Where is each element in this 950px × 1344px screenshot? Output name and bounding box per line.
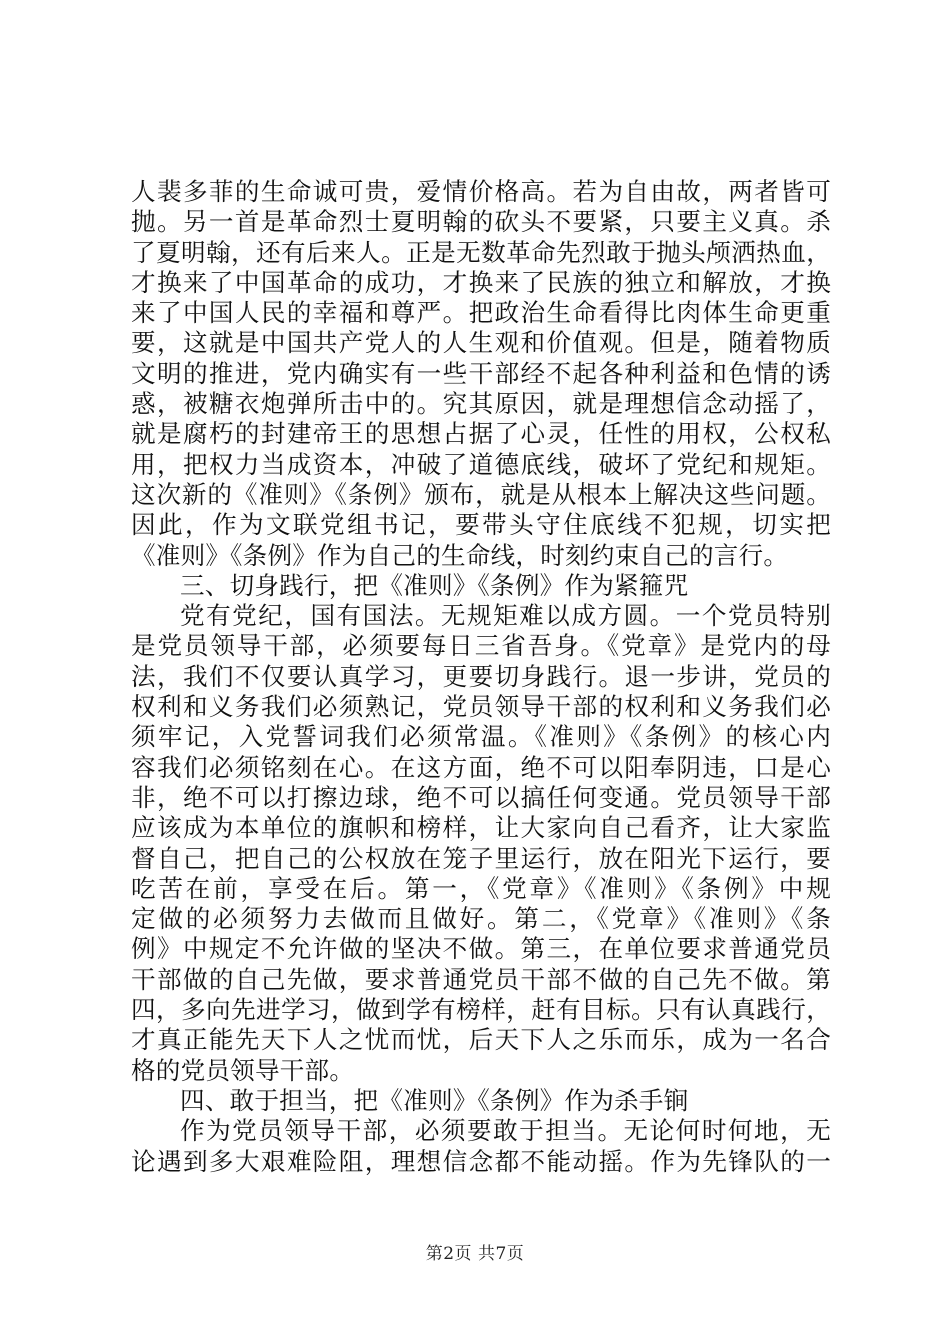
text-line: 因此，作为文联党组书记，要带头守住底线不犯规，切实把 (131, 510, 831, 540)
text-line: 这次新的《准则》《条例》颁布，就是从根本上解决这些问题。 (131, 479, 831, 509)
text-line: 来了中国人民的幸福和尊严。把政治生命看得比肉体生命更重 (131, 298, 831, 328)
text-line: 《准则》《条例》作为自己的生命线，时刻约束自己的言行。 (131, 540, 789, 570)
text-line: 权利和义务我们必须熟记，党员领导干部的权利和义务我们必 (131, 692, 831, 722)
page-number-footer: 第2页 共7页 (425, 1244, 525, 1264)
text-line: 了夏明翰，还有后来人。正是无数革命先烈敢于抛头颅洒热血， (131, 237, 831, 267)
text-line: 须牢记，入党誓词我们必须常温。《准则》《条例》的核心内 (131, 722, 831, 752)
text-line: 非，绝不可以打擦边球，绝不可以搞任何变通。党员领导干部 (131, 782, 831, 812)
text-line: 党有党纪，国有国法。无规矩难以成方圆。一个党员特别 (180, 601, 831, 631)
text-line: 人裴多菲的生命诚可贵，爱情价格高。若为自由故，两者皆可 (131, 177, 831, 206)
text-line: 作为党员领导干部，必须要敢于担当。无论何时何地，无 (180, 1116, 831, 1146)
text-line: 例》中规定不允许做的坚决不做。第三，在单位要求普通党员 (131, 934, 831, 964)
text-line: 就是腐朽的封建帝王的思想占据了心灵，任性的用权，公权私 (131, 419, 831, 449)
text-line: 要，这就是中国共产党人的人生观和价值观。但是，随着物质 (131, 328, 831, 358)
section-heading: 三、切身践行，把《准则》《条例》作为紧箍咒 (180, 570, 689, 600)
text-line: 定做的必须努力去做而且做好。第二，《党章》《准则》《条 (131, 904, 831, 934)
text-line: 抛。另一首是革命烈士夏明翰的砍头不要紧，只要主义真。杀 (131, 207, 831, 237)
text-line: 吃苦在前，享受在后。第一，《党章》《准则》《条例》中规 (131, 873, 831, 903)
body-text (131, 177, 831, 1177)
text-line: 容我们必须铭刻在心。在这方面，绝不可以阳奉阴违，口是心 (131, 752, 831, 782)
text-line: 格的党员领导干部。 (131, 1055, 355, 1085)
text-line: 干部做的自己先做，要求普通党员干部不做的自己先不做。第 (131, 964, 831, 994)
text-line: 惑，被糖衣炮弹所击中的。究其原因，就是理想信念动摇了， (131, 389, 831, 419)
text-line: 法，我们不仅要认真学习，更要切身践行。退一步讲，党员的 (131, 661, 831, 691)
text-line: 才真正能先天下人之忧而忧，后天下人之乐而乐，成为一名合 (131, 1025, 831, 1055)
text-line: 论遇到多大艰难险阻，理想信念都不能动摇。作为先锋队的一 (131, 1146, 831, 1176)
text-line: 督自己，把自己的公权放在笼子里运行，放在阳光下运行，要 (131, 843, 831, 873)
text-line: 才换来了中国革命的成功，才换来了民族的独立和解放，才换 (131, 267, 831, 297)
text-line: 四，多向先进学习，做到学有榜样，赶有目标。只有认真践行， (131, 995, 831, 1025)
text-line: 是党员领导干部，必须要每日三省吾身。《党章》是党内的母 (131, 631, 831, 661)
text-line: 应该成为本单位的旗帜和榜样，让大家向自己看齐，让大家监 (131, 813, 831, 843)
text-line: 文明的推进，党内确实有一些干部经不起各种利益和色情的诱 (131, 358, 831, 388)
section-heading: 四、敢于担当，把《准则》《条例》作为杀手锏 (180, 1085, 689, 1115)
text-line: 用，把权力当成资本，冲破了道德底线，破坏了党纪和规矩。 (131, 449, 831, 479)
